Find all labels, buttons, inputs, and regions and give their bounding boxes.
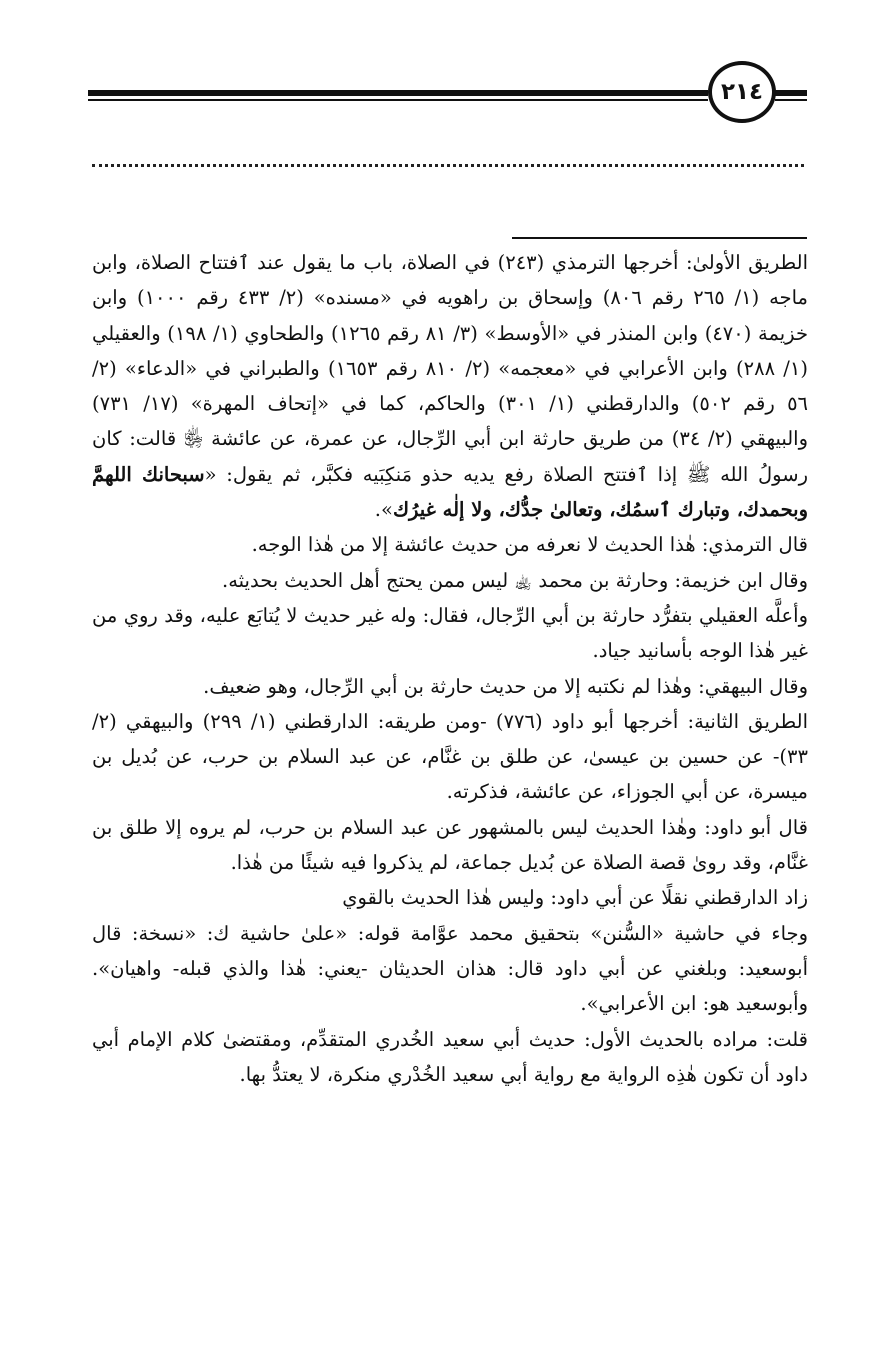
header-rule-thin <box>88 99 708 101</box>
paragraph-tirmidhi: قال الترمذي: هٰذا الحديث لا نعرفه من حديث عائشة إلا من هٰذا الوجه. <box>251 533 808 557</box>
header-rule-stub-thin <box>775 99 807 101</box>
page-number: ٢١٤ <box>708 61 776 123</box>
paragraph-uqayli: وأعلَّه العقيلي بتفرُّد حارثة بن أبي الرِّجال، فقال: وله غير حديث لا يُتابَع عليه، وقد روي من غير هٰذا الوجه بأسانيد جياد. <box>92 603 808 663</box>
paragraph-text: ». <box>374 498 393 522</box>
paragraph-abu-dawud: قال أبو داود: وهٰذا الحديث ليس بالمشهور عن عبد السلام بن حرب، لم يروه إلا طلق بن غنَّام، وقد روىٰ قصة الصلاة عن بُديل جماعة، لم يذكروا فيه شيئًا من هٰذا. <box>92 815 808 875</box>
paragraph-bayhaqi: وقال البيهقي: وهٰذا لم نكتبه إلا من حديث حارثة بن أبي الرِّجال، وهو ضعيف. <box>203 674 808 698</box>
footnote-rule <box>512 237 807 239</box>
hadith-quote: سبحانك اللهمَّ وبحمدك، وتبارك ٱسمُك، وتعالىٰ جدُّك، ولا إلٰه غيرُك <box>92 462 808 522</box>
paragraph-first-route <box>92 245 808 527</box>
paragraph-conclusion: قلت: مراده بالحديث الأول: حديث أبي سعيد الخُدري المتقدِّم، ومقتضىٰ كلام الإمام أبي داود أن تكون هٰذِه الرواية مع رواية أبي سعيد الخُدْري منكرة، لا يعتدُّ بها. <box>92 1027 808 1086</box>
footnote-text <box>92 245 808 1092</box>
paragraph-text: الطريق الأولىٰ: أخرجها الترمذي (٢٤٣) في الصلاة، باب ما يقول عند ٱفتتاح الصلاة، وابن ماجه (١/ ٢٦٥ رقم ٨٠٦) وإسحاق بن راهويه في «مسنده» (٢/ ٤٣٣ رقم ١٠٠٠) وابن خزيمة (٤٧٠) وابن المنذر في «الأوسط» (٣/ ٨١ رقم ١٢٦٥) والطحاوي (١/ ١٩٨) والعقيلي (١/ ٢٨٨) وابن الأعرابي في «معجمه» (٢/ ٨١٠ رقم ١٦٥٣) والطبراني في «الدعاء» (٢/ ٥٦ رقم ٥٠٢) والدارقطني (١/ ٣٠١) والحاكم، كما في «إتحاف المهرة» (١٧/ ٧٣١) والبيهقي (٢/ ٣٤) من طريق حارثة ابن أبي الرِّجال، عن عمرة، عن عائشة ﵂ قالت: كان رسولُ الله ﷺ إذا ٱفتتح الصلاة رفع يديه حذو مَنكِبَيه فكبَّر، ثم يقول: « <box>92 251 809 486</box>
dotted-separator <box>92 164 804 167</box>
header-rule-thick <box>88 90 708 96</box>
paragraph-margin-note: وجاء في حاشية «السُّنن» بتحقيق محمد عوَّامة قوله: «علىٰ حاشية ك: «نسخة: قال أبوسعيد: وبلغني عن أبي داود قال: هذان الحديثان -يعني: هٰذا والذي قبله- واهيان». وأبوسعيد هو: ابن الأعرابي». <box>92 921 808 1016</box>
paragraph-second-route: الطريق الثانية: أخرجها أبو داود (٧٧٦) -ومن طريقه: الدارقطني (١/ ٢٩٩) والبيهقي (٢/ ٣٣)- عن حسين بن عيسىٰ، عن طلق بن غنَّام، عن عبد السلام بن حرب، عن بُديل بن ميسرة، عن أبي الجوزاء، عن عائشة، فذكرته. <box>92 709 808 804</box>
paragraph-ibn-khuzaymah: وقال ابن خزيمة: وحارثة بن محمد ﵀ ليس ممن يحتج أهل الحديث بحديثه. <box>222 568 808 592</box>
paragraph-daraqutni: زاد الدارقطني نقلًا عن أبي داود: وليس هٰذا الحديث بالقوي <box>342 886 808 910</box>
header-rule-stub-thick <box>775 90 807 96</box>
